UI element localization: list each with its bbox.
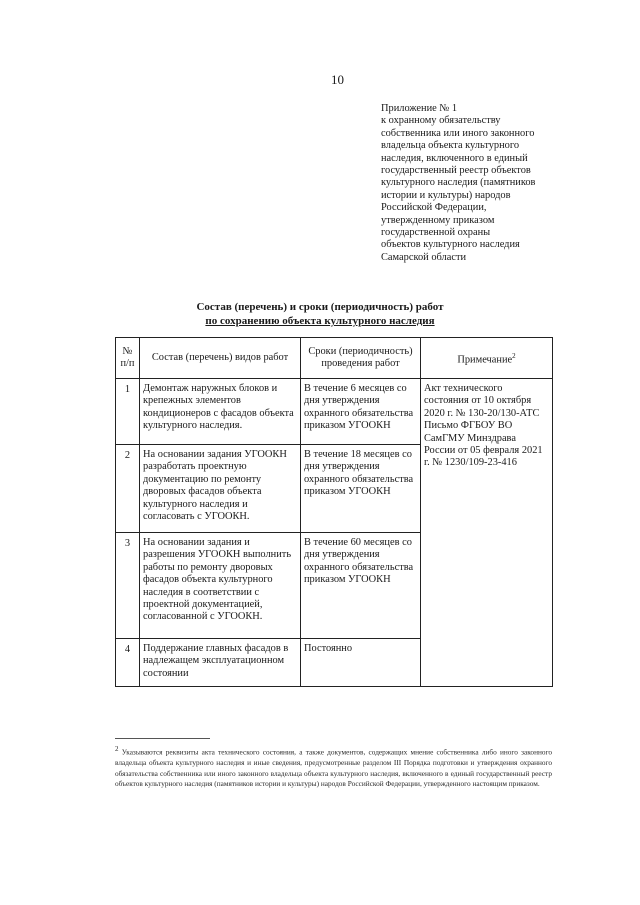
row-terms: В течение 60 месяцев со дня утверждения охранного обязательства приказом УГООКН [301, 533, 421, 639]
footnote [115, 744, 552, 790]
row-works: Поддержание главных фасадов в надлежащем эксплуатационном состоянии [140, 639, 301, 687]
row-num: 2 [116, 445, 140, 533]
table-header-row [116, 338, 553, 379]
row-works: Демонтаж наружных блоков и крепежных элементов кондиционеров с фасадов объекта культурного наследия. [140, 379, 301, 445]
row-terms: Постоянно [301, 639, 421, 687]
appendix-line: культурного наследия (памятников [381, 177, 536, 189]
table-row [116, 379, 553, 445]
appendix-line: государственный реестр объектов [381, 165, 531, 177]
appendix-line: утвержденному приказом [381, 214, 495, 226]
footnote-marker: 2 [115, 745, 119, 753]
footnote-text: Указываются реквизиты акта технического состояния, а также документов, содержащих мнение собственника либо иного законного владельца объекта культурного наследия и иные сведения, предусмотренные разделом III Порядка подготовки и утверждения охранного обязательства собственника или иного законного владельца объекта культурного наследия, включенного в единый государственный реестр объектов культурного наследия (памятников истории и культуры) народов Российской Федерации, утвержденного настоящим приказом. [115, 747, 552, 789]
appendix-line: владельца объекта культурного [381, 140, 520, 152]
footnote-separator [115, 738, 210, 739]
heading-line-1: Состав (перечень) и сроки (периодичность) работ [196, 301, 444, 313]
header-note [421, 338, 553, 379]
row-num: 1 [116, 379, 140, 445]
appendix-line: объектов культурного наследия [381, 239, 520, 251]
page-number: 10 [331, 72, 344, 87]
header-works: Состав (перечень) видов работ [140, 338, 301, 379]
document-heading [0, 300, 640, 328]
row-num: 3 [116, 533, 140, 639]
row-works: На основании задания УГООКН разработать проектную документацию по ремонту дворовых фасадов объекта культурного наследия и согласовать с УГООКН. [140, 445, 301, 533]
row-terms: В течение 6 месяцев со дня утверждения охранного обязательства приказом УГООКН [301, 379, 421, 445]
header-num: № п/п [116, 338, 140, 379]
appendix-line: к охранному обязательству [381, 115, 501, 127]
appendix-line: государственной охраны [381, 227, 491, 239]
row-note: Акт технического состояния от 10 октября 2020 г. № 130-20/130-АТС Письмо ФГБОУ ВО СамГМУ Минздрава России от 05 февраля 2021 г. № 1230/109-23-416 [421, 379, 553, 687]
row-num: 4 [116, 639, 140, 687]
appendix-line: Самарской области [381, 251, 467, 263]
header-note-label: Примечание [457, 354, 513, 366]
works-table [115, 337, 553, 687]
appendix-line: Приложение № 1 [381, 103, 458, 114]
row-works: На основании задания и разрешения УГООКН выполнить работы по ремонту дворовых фасадов объекта культурного наследия в соответствии с проектной документацией, согласованной с УГООКН. [140, 533, 301, 639]
appendix-line: собственника или иного законного [381, 127, 535, 139]
heading-line-2: по сохранению объекта культурного наследия [205, 315, 435, 327]
appendix-line: наследия, включенного в единый [381, 152, 528, 164]
header-terms: Сроки (периодичность) проведения работ [301, 338, 421, 379]
footnote-ref: 2 [512, 351, 516, 360]
row-terms: В течение 18 месяцев со дня утверждения охранного обязательства приказом УГООКН [301, 445, 421, 533]
appendix-line: истории и культуры) народов [381, 189, 511, 201]
appendix-line: Российской Федерации, [381, 202, 487, 214]
appendix-header [381, 103, 581, 264]
